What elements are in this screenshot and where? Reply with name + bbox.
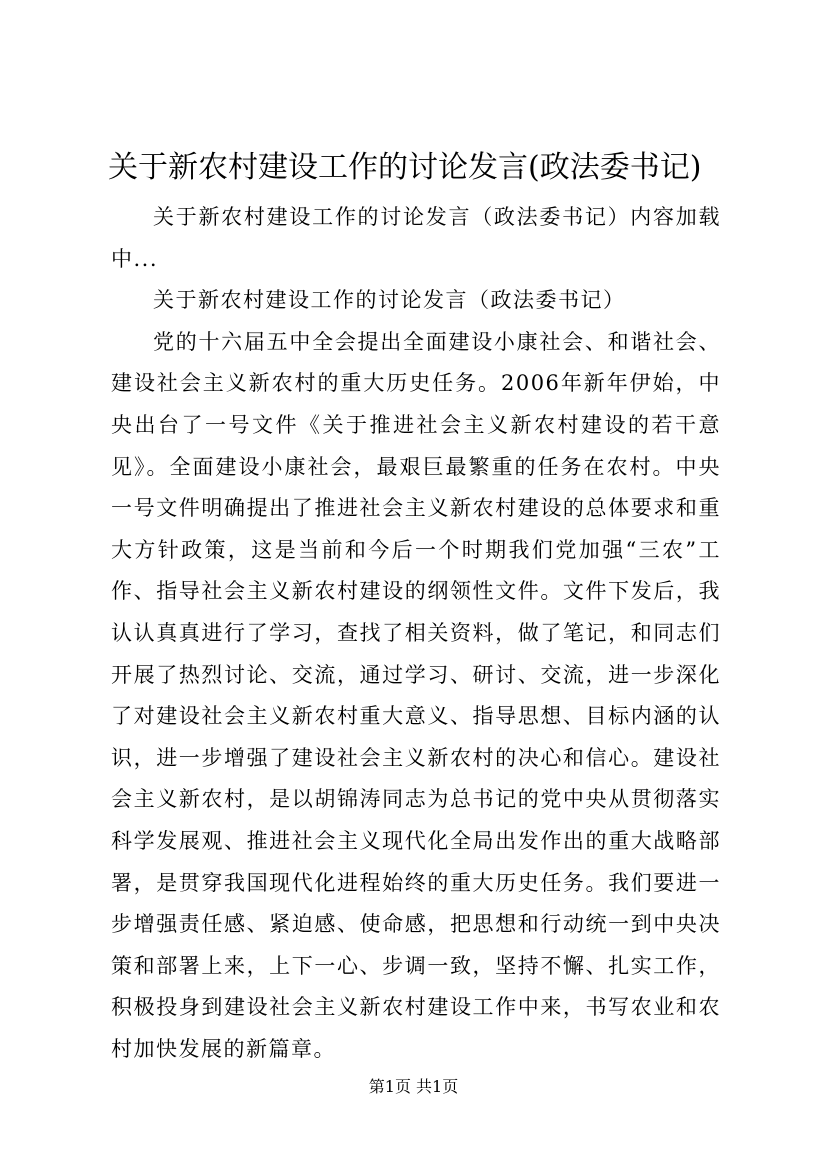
- paragraph-main: 党的十六届五中全会提出全面建设小康社会、和谐社会、建设社会主义新农村的重大历史任务。2006年新年伊始，中央出台了一号文件《关于推进社会主义新农村建设的若干意见》。全面建设小康社会，最艰巨最繁重的任务在农村。中央一号文件明确提出了推进社会主义新农村建设的总体要求和重大方针政策，这是当前和今后一个时期我们党加强“三农”工作、指导社会主义新农村建设的纲领性文件。文件下发后，我认认真真进行了学习，查找了相关资料，做了笔记，和同志们开展了热烈讨论、交流，通过学习、研讨、交流，进一步深化了对建设社会主义新农村重大意义、指导思想、目标内涵的认识，进一步增强了建设社会主义新农村的决心和信心。建设社会主义新农村，是以胡锦涛同志为总书记的党中央从贯彻落实科学发展观、推进社会主义现代化全局出发作出的重大战略部署，是贯穿我国现代化进程始终的重大历史任务。我们要进一步增强责任感、紧迫感、使命感，把思想和行动统一到中央决策和部署上来，上下一心、步调一致，坚持不懈、扎实工作，积极投身到建设社会主义新农村建设工作中来，书写农业和农村加快发展的新篇章。: [111, 329, 721, 1061]
- paragraph-subtitle: 关于新农村建设工作的讨论发言（政法委书记）: [153, 288, 626, 313]
- page-footer: 第1页 共1页: [368, 1077, 459, 1096]
- paragraph-intro: 关于新农村建设工作的讨论发言（政法委书记）内容加载中...: [111, 205, 721, 271]
- document-body: [111, 197, 721, 1070]
- document-title: 关于新农村建设工作的讨论发言(政法委书记): [108, 150, 702, 185]
